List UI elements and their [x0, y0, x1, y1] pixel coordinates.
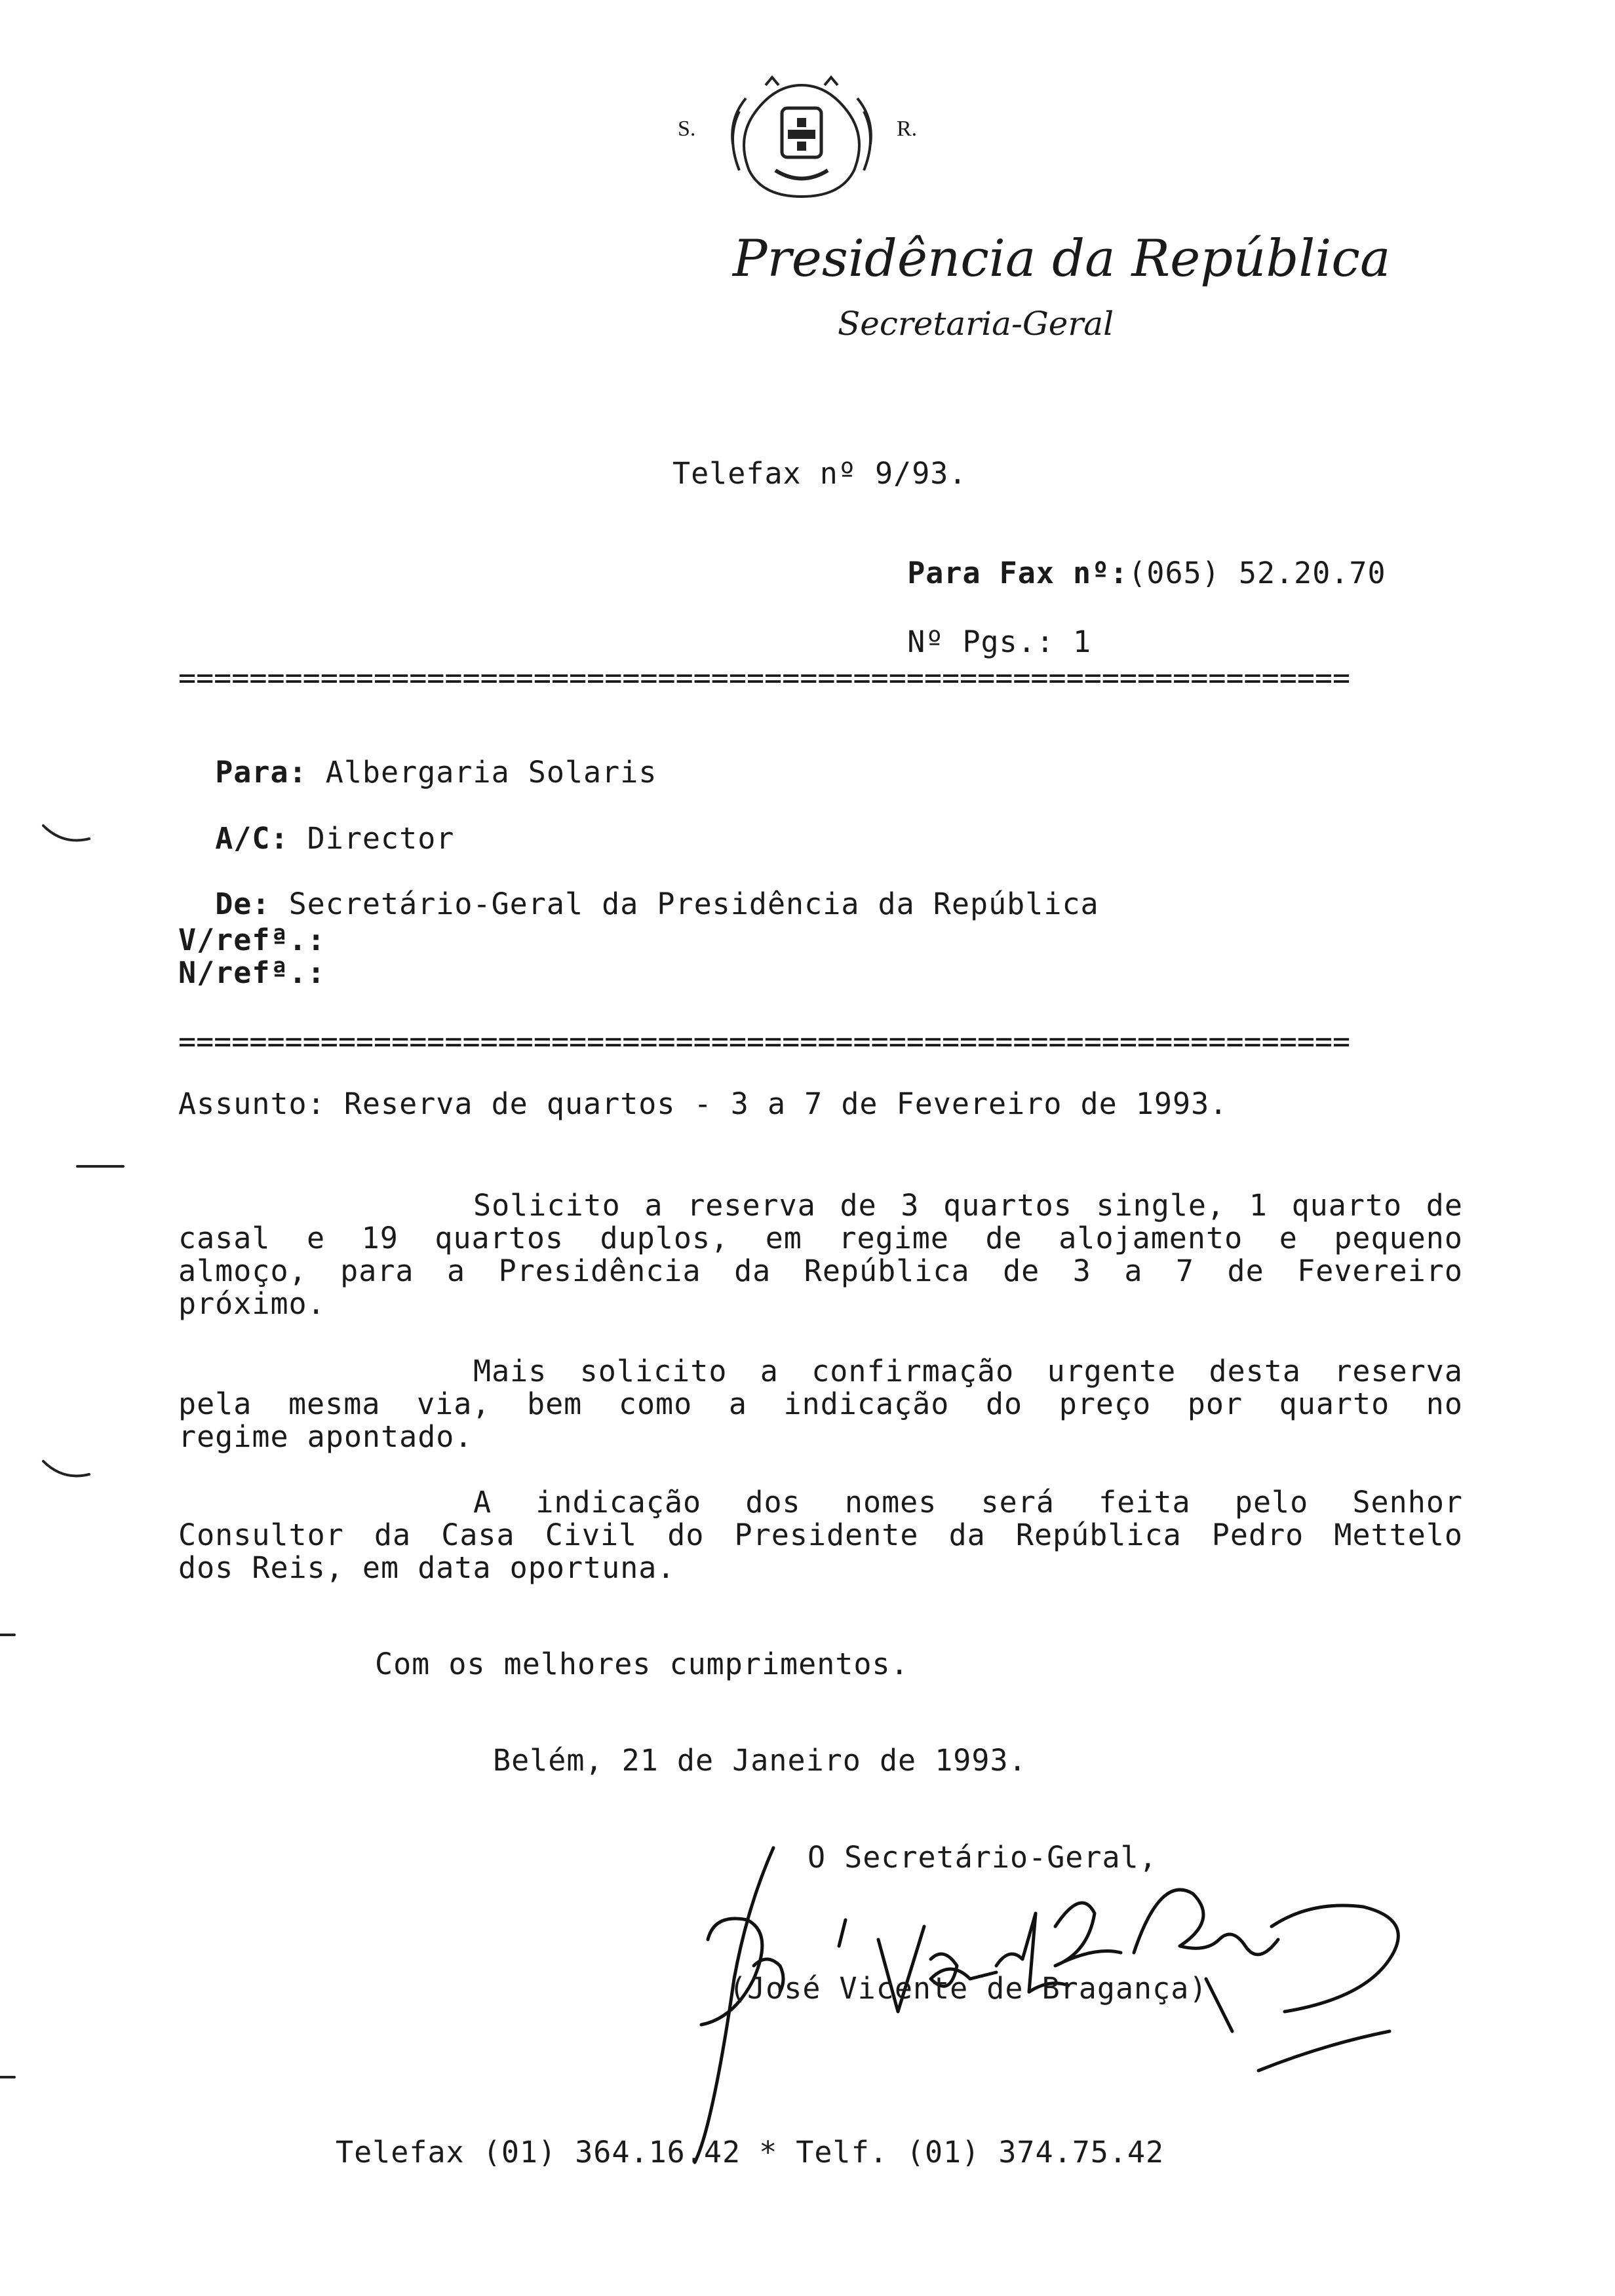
destination-fax-number: (065) 52.20.70 [1128, 556, 1386, 590]
our-reference-label: N/refª.: [178, 955, 326, 990]
sender-label: De: [215, 887, 271, 921]
recipient-value: Albergaria Solaris [325, 755, 657, 790]
footer-contact: Telefax (01) 364.16.42 * Telf. (01) 374.75.42 [336, 2135, 1165, 2170]
telefax-number: Telefax nº 9/93. [672, 456, 967, 491]
your-reference-label: V/refª.: [178, 923, 326, 957]
institution-name: Presidência da República [733, 229, 1391, 288]
attention-value: Director [307, 821, 455, 856]
separator-top: ================================================================== [178, 662, 1351, 695]
letterhead-left-initial: S. [678, 117, 696, 141]
paragraph-3-line-3: dos Reis, em data oportuna. [178, 1550, 676, 1585]
attention-label: A/C: [215, 821, 289, 856]
destination-fax-label: Para Fax nº: [907, 556, 1129, 590]
sender-value: Secretário-Geral da Presidência da República [288, 887, 1099, 921]
letterhead-right-initial: R. [897, 117, 918, 141]
separator-bottom: ================================================================== [178, 1025, 1351, 1058]
department-name: Secretaria-Geral [838, 305, 1114, 343]
paragraph-1-line-2: casal e 19 quartos duplos, em regime de alojamento e pequeno [178, 1221, 1463, 1255]
paragraph-1-line-4: próximo. [178, 1286, 326, 1321]
recipient-label: Para: [215, 755, 307, 790]
paragraph-1-line-1: Solicito a reserva de 3 quartos single, 1 quarto de [473, 1188, 1463, 1223]
paragraph-3-line-1: A indicação dos nomes será feita pelo Senhor [473, 1485, 1463, 1520]
paragraph-2-line-2: pela mesma via, bem como a indicação do preço por quarto no [178, 1387, 1463, 1421]
paragraph-3-line-2: Consultor da Casa Civil do Presidente da República Pedro Mettelo [178, 1518, 1463, 1552]
page-count-value: 1 [1073, 624, 1092, 659]
closing-line: Com os melhores cumprimentos. [375, 1647, 909, 1681]
place-date: Belém, 21 de Janeiro de 1993. [493, 1743, 1027, 1778]
subject-line: Assunto: Reserva de quartos - 3 a 7 de Fevereiro de 1993. [178, 1086, 1228, 1121]
paragraph-1-line-3: almoço, para a Presidência da República de 3 a 7 de Fevereiro [178, 1253, 1463, 1288]
page-count-label: Nº Pgs.: [907, 624, 1055, 659]
paragraph-2-line-1: Mais solicito a confirmação urgente desta reserva [473, 1354, 1463, 1388]
signatory-title: O Secretário-Geral, [808, 1840, 1158, 1875]
paragraph-2-line-3: regime apontado. [178, 1419, 473, 1454]
signatory-name: (José Vicente de Bragança) [729, 1971, 1208, 2006]
